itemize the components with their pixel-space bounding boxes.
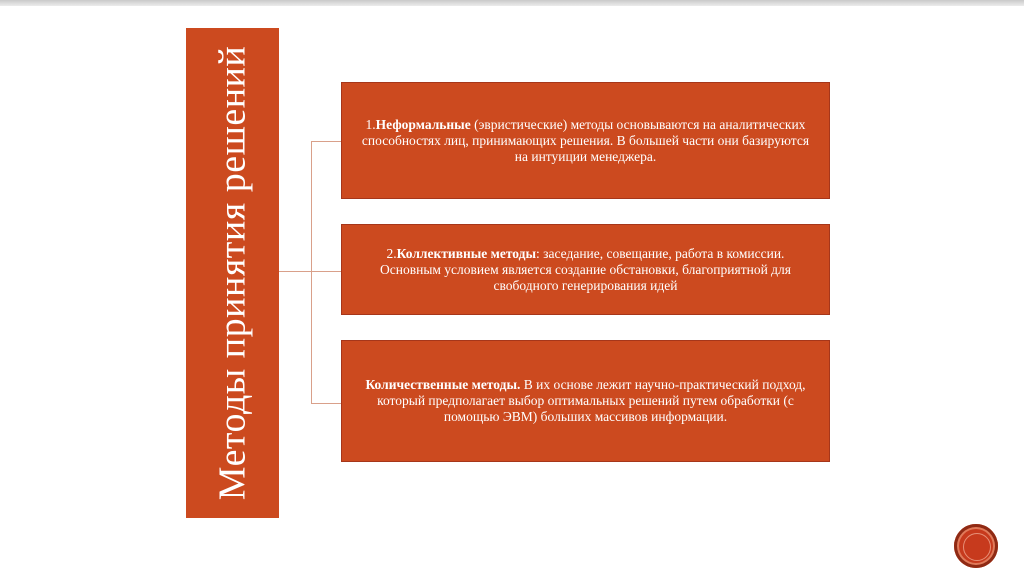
root-title: Методы принятия решений <box>211 45 253 501</box>
connector-branch-1 <box>311 141 341 142</box>
method-box-collective <box>341 224 830 315</box>
method-name: Неформальные <box>375 116 471 132</box>
method-description: (эвристические) методы основываются на аналитических способностях лиц, принимающих решения. В большей части они базируются на интуиции менеджера. <box>361 116 810 164</box>
method-description: В их основе лежит научно-практический подход, который предполагает выбор оптимальных решений путем обработки (с помощью ЭВМ) больших массивов информации. <box>377 377 806 424</box>
method-text-collective <box>356 246 815 294</box>
top-strip <box>0 0 1024 6</box>
corner-circle-button[interactable] <box>954 524 998 568</box>
method-number: 1. <box>365 116 376 132</box>
method-name: Количественные методы. <box>365 377 521 392</box>
connector-trunk <box>311 141 312 403</box>
method-text-informal <box>356 117 815 165</box>
method-text-quantitative <box>356 377 815 425</box>
method-box-quantitative <box>341 340 830 462</box>
connector-branch-3 <box>311 403 341 404</box>
method-description: : заседание, совещание, работа в комиссии. Основным условием является создание обстановки, благоприятной для свободного генерирования идей <box>380 245 791 293</box>
method-number: 2. <box>386 245 397 261</box>
root-node <box>186 28 279 518</box>
method-name: Коллективные методы <box>396 245 537 261</box>
method-box-informal <box>341 82 830 199</box>
connector-branch-2 <box>311 271 341 272</box>
connector-root-trunk <box>279 271 311 272</box>
